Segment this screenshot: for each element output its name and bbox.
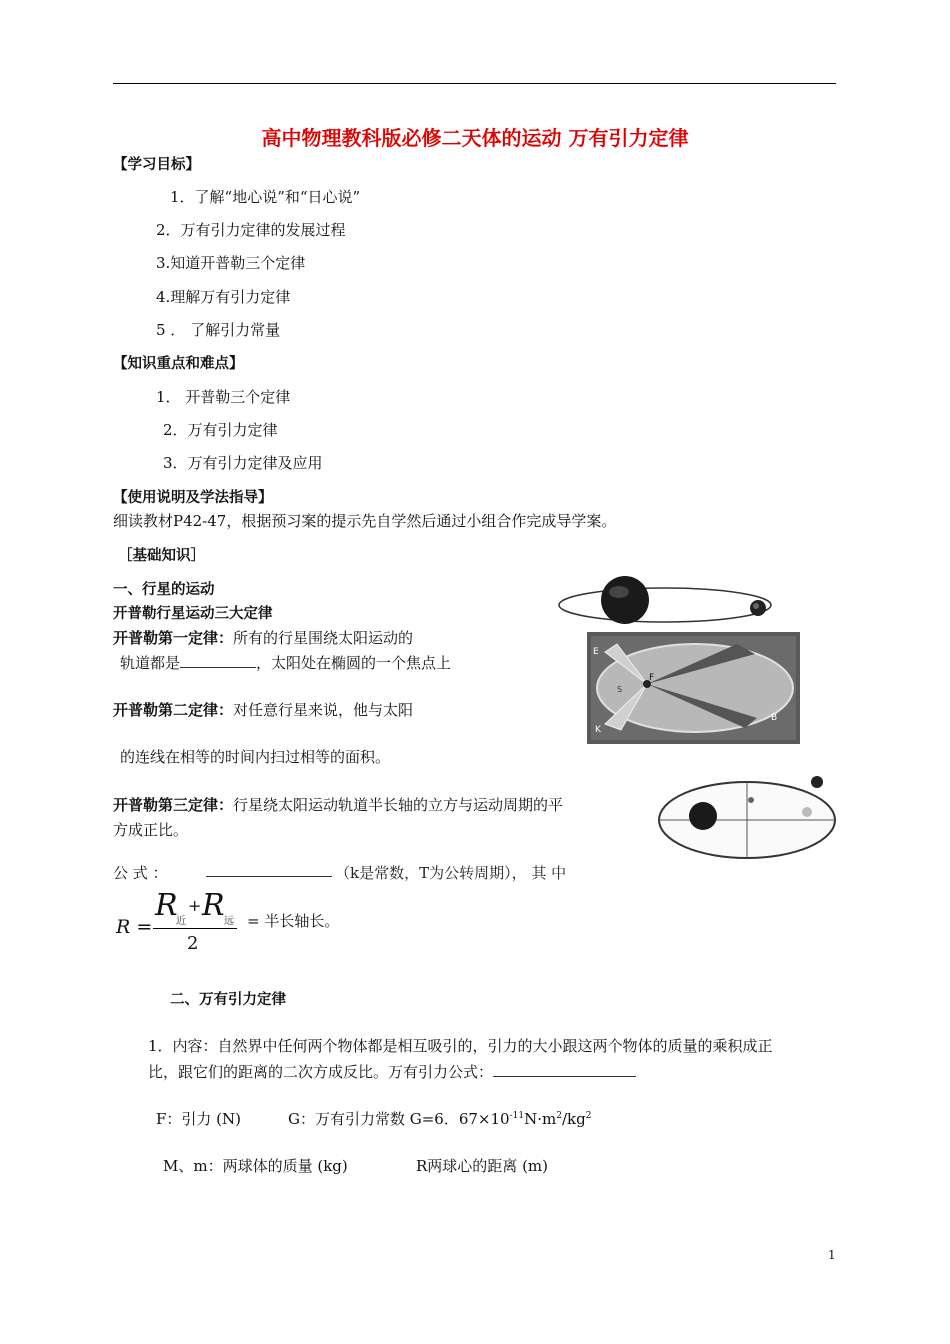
kepler-third-law-figure [655,772,842,864]
r-def: R两球心的距离 (m) [416,1157,548,1175]
goal-item-2: 2．万有引力定律的发展过程 [156,221,346,239]
goals-heading: 【学习目标】 [113,157,200,173]
law1-cont-post: ，太阳处在椭圆的一个焦点上 [256,654,452,672]
part1-subheading: 开普勒行星运动三大定律 [113,606,273,622]
key-item-1: 1． 开普勒三个定律 [156,388,291,406]
r-den: 2 [187,933,199,954]
orbit-figure-1 [555,572,775,634]
goal-item-4: 4.理解万有引力定律 [156,288,291,306]
part2-content-1: 1．内容：自然界中任何两个物体都是相互吸引的，引力的大小跟这两个物体的质量的乘积成正 [148,1037,773,1055]
formula-blank[interactable] [206,862,332,877]
key-heading: 【知识重点和难点】 [113,356,244,372]
part2-content-2-text: 比，跟它们的距离的二次方成反比。万有引力公式： [148,1063,494,1081]
gravity-formula-blank[interactable] [493,1062,636,1077]
g-def-post: N·m [524,1110,557,1128]
r-far-sub: 远 [224,916,234,927]
g-def [288,1108,591,1129]
g-exp2: 2 [556,1111,562,1121]
usage-text: 细读教材P42-47，根据预习案的提示先自学然后通过小组合作完成导学案。 [113,512,617,530]
r-lhs: R = [116,916,153,938]
g-def-pre: G：万有引力常数 G=6．67×10 [288,1110,510,1128]
f-def: F：引力 (N) [156,1110,242,1128]
law1-text: 所有的行星围绕太阳运动的 [233,629,414,647]
formula-line [113,862,168,883]
part2-content-2 [148,1061,636,1082]
law3-label: 开普勒第三定律： [113,796,234,814]
law1-cont-pre: 轨道都是 [120,654,181,672]
part1-heading: 一、行星的运动 [113,582,215,598]
g-exp: -11 [509,1111,525,1121]
basic-heading: ［基础知识］ [118,548,205,564]
fig-label-b: B [771,713,778,723]
goal-item-1: 1．了解“地心说”和“日心说” [170,188,361,206]
law2-line [113,699,413,720]
fig-label-k: K [595,725,601,735]
doc-title: 高中物理教科版必修二天体的运动 万有引力定律 [261,126,689,150]
law1-line [113,627,413,648]
fraction-bar [153,928,237,929]
fig-label-s: S [617,685,623,694]
key-item-3: 3．万有引力定律及应用 [163,454,323,472]
header-rule [113,83,836,84]
key-item-2: 2．万有引力定律 [163,421,278,439]
usage-heading: 【使用说明及学法指导】 [113,490,273,506]
law1-blank[interactable] [180,653,256,668]
r-near-sub: 近 [176,916,186,927]
law3-line [113,794,563,815]
m-def: M、m：两球体的质量 (kg) [163,1157,348,1175]
g-def-tail: /kg [561,1110,586,1128]
r-desc: = 半长轴长。 [247,912,340,930]
goal-item-3: 3.知道开普勒三个定律 [156,254,306,272]
law1-label: 开普勒第一定律： [113,629,234,647]
g-exp3: 2 [585,1111,592,1121]
law3-text: 行星绕太阳运动轨道半长轴的立方与运动周期的平 [233,796,564,814]
formula-label: 公 式 ： [113,864,168,882]
goal-item-5: 5 ． 了解引力常量 [156,321,281,339]
part2-heading: 二、万有引力定律 [170,992,286,1008]
law2-label: 开普勒第二定律： [113,701,234,719]
r-plus: + [188,896,202,915]
law1-cont-line [120,652,451,673]
page-number: 1 [828,1248,836,1262]
r-far: R [202,888,225,923]
law2-text: 对任意行星来说，他与太阳 [233,701,414,719]
formula-note: （k是常数，T为公转周期）， 其 中 [335,864,567,882]
fig-label-f: F [649,673,655,683]
law3-cont: 方成正比。 [113,821,189,839]
kepler-second-law-figure [587,632,800,744]
fig-label-e: E [593,647,599,657]
r-near: R [155,888,178,923]
law2-cont: 的连线在相等的时间内扫过相等的面积。 [120,748,391,766]
